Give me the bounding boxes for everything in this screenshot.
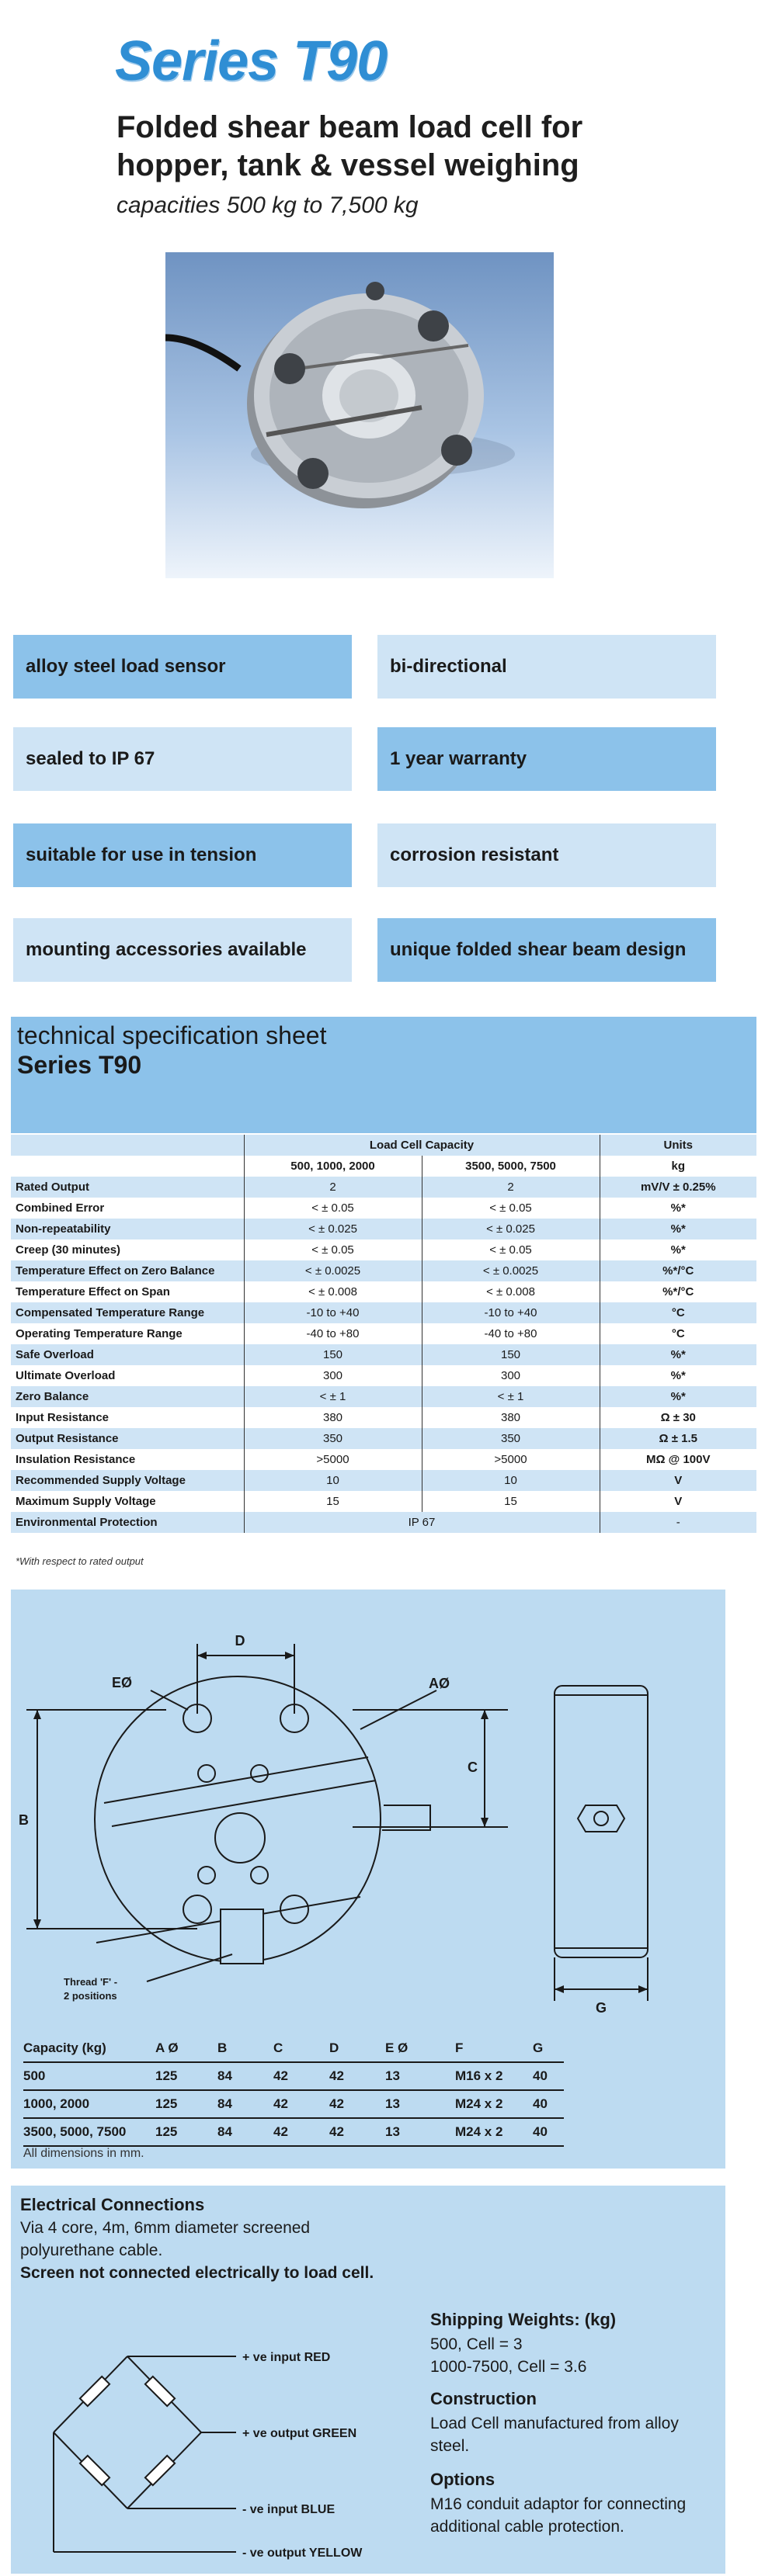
construction-line2: steel. xyxy=(430,2437,470,2455)
feature-tension: suitable for use in tension xyxy=(13,823,352,887)
electrical-panel xyxy=(11,2186,725,2574)
shipping-line1: 500, Cell = 3 xyxy=(430,2335,523,2353)
dimension-table xyxy=(23,2035,564,2147)
dim-label-b: B xyxy=(19,1812,29,1828)
col1-header: 500, 1000, 2000 xyxy=(244,1156,422,1177)
feature-corrosion: corrosion resistant xyxy=(377,823,716,887)
product-photo xyxy=(165,252,554,578)
dim-row: 1000, 2000 125 84 42 42 13 M24 x 2 40 xyxy=(23,2090,564,2118)
dim-label-d: D xyxy=(235,1633,245,1649)
units-sub: kg xyxy=(600,1156,756,1177)
dim-header-row: Capacity (kg) A Ø B C D E Ø F G xyxy=(23,2035,564,2062)
electrical-title: Electrical Connections xyxy=(20,2195,205,2214)
thread-label-line2: 2 positions xyxy=(64,1990,117,2002)
spec-row: Rated Output 2 2 mV/V ± 0.25% xyxy=(11,1177,756,1198)
spec-series: Series T90 xyxy=(17,1051,142,1079)
spec-row: Safe Overload 150 150 %* xyxy=(11,1344,756,1365)
subtitle-line-1: Folded shear beam load cell for xyxy=(116,110,583,144)
spec-header-row xyxy=(11,1135,756,1156)
electrical-line1: Via 4 core, 4m, 6mm diameter screened xyxy=(20,2219,311,2237)
spec-row: Recommended Supply Voltage 10 10 V xyxy=(11,1470,756,1491)
units-header: Units xyxy=(600,1135,756,1156)
dimensions-panel xyxy=(11,1590,725,2169)
feature-alloy-steel: alloy steel load sensor xyxy=(13,635,352,699)
spec-row: Insulation Resistance >5000 >5000 MΩ @ 100V xyxy=(11,1449,756,1470)
col2-header: 3500, 5000, 7500 xyxy=(422,1156,600,1177)
wire-pos-output: + ve output GREEN xyxy=(242,2427,357,2440)
spec-row: Maximum Supply Voltage 15 15 V xyxy=(11,1491,756,1512)
spec-row: Combined Error < ± 0.05 < ± 0.05 %* xyxy=(11,1198,756,1219)
construction-title: Construction xyxy=(430,2389,537,2408)
spec-row: Temperature Effect on Span < ± 0.008 < ± 0.008 %*/°C xyxy=(11,1281,756,1302)
construction-line1: Load Cell manufactured from alloy xyxy=(430,2415,679,2432)
spec-table xyxy=(11,1135,756,1533)
wheatstone-bridge-diagram xyxy=(11,2302,415,2566)
dimensions-note: All dimensions in mm. xyxy=(23,2147,144,2160)
series-title: Series T90 xyxy=(115,30,388,92)
feature-sealed-ip67: sealed to IP 67 xyxy=(13,727,352,791)
spec-row: Ultimate Overload 300 300 %* xyxy=(11,1365,756,1386)
shipping-title: Shipping Weights: (kg) xyxy=(430,2310,617,2329)
dim-label-a: AØ xyxy=(429,1676,450,1691)
options-line1: M16 conduit adaptor for connecting xyxy=(430,2495,687,2513)
wire-pos-input: + ve input RED xyxy=(242,2351,331,2364)
spec-title: technical specification sheet xyxy=(17,1021,327,1049)
capacities-text: capacities 500 kg to 7,500 kg xyxy=(116,192,419,218)
product-subtitle xyxy=(116,109,707,185)
spec-header xyxy=(11,1017,756,1133)
spec-row: Input Resistance 380 380 Ω ± 30 xyxy=(11,1407,756,1428)
dim-row: 500 125 84 42 42 13 M16 x 2 40 xyxy=(23,2062,564,2090)
spec-row: Non-repeatability < ± 0.025 < ± 0.025 %* xyxy=(11,1219,756,1239)
thread-label-line1: Thread 'F' - xyxy=(64,1976,118,1988)
spec-row: Output Resistance 350 350 Ω ± 1.5 xyxy=(11,1428,756,1449)
dim-label-e: EØ xyxy=(112,1675,133,1690)
spec-row: Operating Temperature Range -40 to +80 -40 to +80 °C xyxy=(11,1323,756,1344)
spec-subheader-row xyxy=(11,1156,756,1177)
shipping-line2: 1000-7500, Cell = 3.6 xyxy=(430,2358,587,2376)
feature-bi-directional: bi-directional xyxy=(377,635,716,699)
electrical-line2: polyurethane cable. xyxy=(20,2241,163,2259)
dimension-drawing xyxy=(11,1590,725,2024)
options-title: Options xyxy=(430,2470,495,2489)
wire-neg-output: - ve output YELLOW xyxy=(242,2547,363,2560)
spec-row-environmental: Environmental Protection IP 67 - xyxy=(11,1512,756,1533)
electrical-line3: Screen not connected electrically to load cell. xyxy=(20,2264,374,2282)
feature-warranty: 1 year warranty xyxy=(377,727,716,791)
spec-row: Zero Balance < ± 1 < ± 1 %* xyxy=(11,1386,756,1407)
dim-label-g: G xyxy=(595,2000,607,2016)
spec-footnote: *With respect to rated output xyxy=(16,1555,144,1567)
spec-row: Temperature Effect on Zero Balance < ± 0.0025 < ± 0.0025 %*/°C xyxy=(11,1260,756,1281)
dim-label-c: C xyxy=(468,1760,478,1775)
options-line2: additional cable protection. xyxy=(430,2518,624,2536)
spec-row: Compensated Temperature Range -10 to +40 -10 to +40 °C xyxy=(11,1302,756,1323)
subtitle-line-2: hopper, tank & vessel weighing xyxy=(116,148,579,182)
capacity-header: Load Cell Capacity xyxy=(244,1135,600,1156)
dim-row: 3500, 5000, 7500 125 84 42 42 13 M24 x 2 40 xyxy=(23,2118,564,2146)
spec-row: Creep (30 minutes) < ± 0.05 < ± 0.05 %* xyxy=(11,1239,756,1260)
feature-mounting: mounting accessories available xyxy=(13,918,352,982)
feature-folded-shear: unique folded shear beam design xyxy=(377,918,716,982)
wire-neg-input: - ve input BLUE xyxy=(242,2503,336,2516)
